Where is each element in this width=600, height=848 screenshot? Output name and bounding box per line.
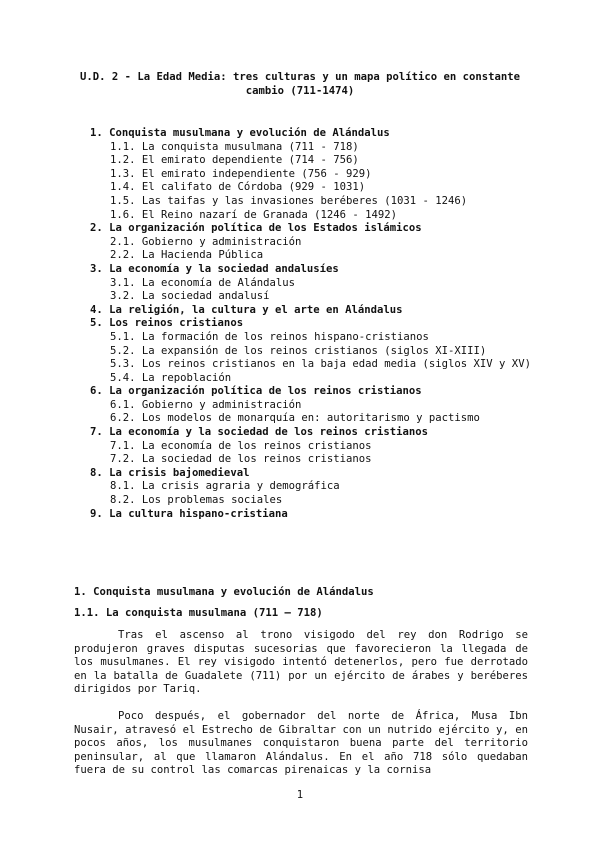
toc-subsection: 7.1. La economía de los reinos cristianos <box>110 439 372 452</box>
toc-subsection: 1.4. El califato de Córdoba (929 - 1031) <box>110 181 366 194</box>
toc-subsection: 5.1. La formación de los reinos hispano-cristianos <box>110 330 429 343</box>
toc-subsection: 1.5. Las taifas y las invasiones beréberes (1031 - 1246) <box>110 194 468 207</box>
toc-subsection: 8.1. La crisis agraria y demográfica <box>110 480 340 493</box>
table-of-contents <box>90 127 560 521</box>
section-heading: 1. Conquista musulmana y evolución de Alándalus <box>74 586 374 598</box>
toc-subsection: 1.3. El emirato independiente (756 - 929) <box>110 167 372 180</box>
toc-subsection: 1.2. El emirato dependiente (714 - 756) <box>110 154 359 167</box>
toc-subsection: 5.2. La expansión de los reinos cristianos (siglos XI-XIII) <box>110 344 487 357</box>
body-text <box>74 629 528 791</box>
toc-section: 6. La organización política de los reinos cristianos <box>90 385 422 398</box>
toc-section: 1. Conquista musulmana y evolución de Alándalus <box>90 127 390 139</box>
paragraph: Poco después, el gobernador del norte de África, Musa Ibn Nusair, atravesó el Estrecho de Gibraltar con un nutrido ejército y, en pocos años, los musulmanes conquistaron buena parte del territorio peninsular, al que llamaron Alándalus. En el año 718 sólo quedaban fuera de su control las comarcas pirenaicas y la cornisa <box>74 709 528 777</box>
toc-subsection: 7.2. La sociedad de los reinos cristianos <box>110 453 372 466</box>
toc-section: 8. La crisis bajomedieval <box>90 466 250 479</box>
page-number: 1 <box>296 789 304 801</box>
toc-subsection: 5.3. Los reinos cristianos en la baja edad media (siglos XIV y XV) <box>110 358 531 371</box>
subsection-heading: 1.1. La conquista musulmana (711 – 718) <box>74 607 323 619</box>
toc-section: 2. La organización política de los Estados islámicos <box>90 222 422 235</box>
toc-subsection: 2.2. La Hacienda Pública <box>110 249 264 262</box>
toc-subsection: 1.1. La conquista musulmana (711 - 718) <box>110 140 359 153</box>
toc-subsection: 5.4. La repoblación <box>110 371 232 384</box>
paragraph: Tras el ascenso al trono visigodo del rey don Rodrigo se produjeron graves disputas sucesorias que favorecieron la llegada de los musulmanes. El rey visigodo intentó detenerlos, pero fue derrotado en la batalla de Guadalete (711) por un ejército de árabes y beréberes dirigidos por Tariq. <box>74 629 528 696</box>
toc-subsection: 1.6. El Reino nazarí de Granada (1246 - 1492) <box>110 208 398 221</box>
toc-subsection: 6.1. Gobierno y administración <box>110 398 302 411</box>
toc-subsection: 3.2. La sociedad andalusí <box>110 290 270 303</box>
toc-section: 9. La cultura hispano-cristiana <box>90 507 288 520</box>
document-title: U.D. 2 - La Edad Media: tres culturas y un mapa político en constante cambio (711-1474) <box>79 71 521 97</box>
toc-subsection: 8.2. Los problemas sociales <box>110 494 283 507</box>
toc-subsection: 6.2. Los modelos de monarquía en: autoritarismo y pactismo <box>110 412 480 425</box>
toc-section: 3. La economía y la sociedad andalusíes <box>90 262 339 275</box>
toc-subsection: 2.1. Gobierno y administración <box>110 235 302 248</box>
toc-section: 5. Los reinos cristianos <box>90 317 244 330</box>
toc-section: 7. La economía y la sociedad de los reinos cristianos <box>90 426 429 439</box>
toc-subsection: 3.1. La economía de Alándalus <box>110 276 295 289</box>
toc-section: 4. La religión, la cultura y el arte en Alándalus <box>90 303 403 316</box>
